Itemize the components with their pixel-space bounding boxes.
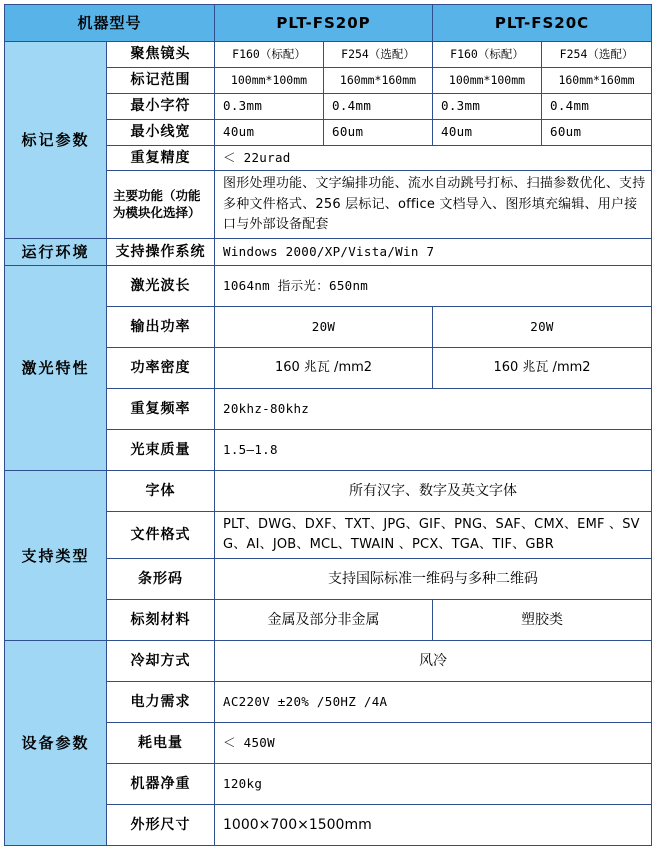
cell-main-functions: 图形处理功能、文字编排功能、流水自动跳号打标、扫描参数优化、支持多种文件格式、256 层标记、office 文档导入、图形填充编辑、用户接口与外部设备配套 — [215, 171, 652, 238]
row-label-consumption: 耗电量 — [107, 723, 215, 764]
group-label-supported-types: 支持类型 — [5, 471, 107, 641]
row-label-min-character: 最小字符 — [107, 93, 215, 119]
group-label-operating-environment: 运行环境 — [5, 238, 107, 265]
cell-barcode: 支持国际标准一维码与多种二维码 — [215, 559, 652, 600]
cell-power-density-c: 160 兆瓦 /mm2 — [433, 348, 652, 389]
header-model-plt-fs20c: PLT-FS20C — [433, 5, 652, 42]
group-label-device-parameters: 设备参数 — [5, 641, 107, 846]
cell-beam-quality: 1.5—1.8 — [215, 430, 652, 471]
row-label-net-weight: 机器净重 — [107, 764, 215, 805]
specification-table — [4, 4, 652, 846]
cell-font: 所有汉字、数字及英文字体 — [215, 471, 652, 512]
row-label-beam-quality: 光束质量 — [107, 430, 215, 471]
table-row — [5, 42, 652, 68]
cell-consumption: ＜ 450W — [215, 723, 652, 764]
row-label-repetition-frequency: 重复频率 — [107, 389, 215, 430]
group-label-laser-characteristics: 激光特性 — [5, 266, 107, 471]
cell-range-c-1: 100mm*100mm — [433, 67, 542, 93]
cell-range-p-1: 100mm*100mm — [215, 67, 324, 93]
cell-minchar-c-1: 0.3mm — [433, 93, 542, 119]
cell-material-p: 金属及部分非金属 — [215, 600, 433, 641]
cell-repetition-frequency: 20khz-80khz — [215, 389, 652, 430]
cell-output-power-p: 20W — [215, 307, 433, 348]
row-label-wavelength: 激光波长 — [107, 266, 215, 307]
cell-lens-c-f160: F160（标配） — [433, 42, 542, 68]
cell-output-power-c: 20W — [433, 307, 652, 348]
table-row — [5, 471, 652, 512]
row-label-power-density: 功率密度 — [107, 348, 215, 389]
cell-repeat-accuracy: ＜ 22urad — [215, 145, 652, 171]
cell-minline-c-2: 60um — [542, 119, 652, 145]
cell-power-density-p: 160 兆瓦 /mm2 — [215, 348, 433, 389]
table-row — [5, 238, 652, 265]
row-label-os-support: 支持操作系统 — [107, 238, 215, 265]
cell-material-c: 塑胶类 — [433, 600, 652, 641]
header-model-plt-fs20p: PLT-FS20P — [215, 5, 433, 42]
cell-lens-p-f254: F254（选配） — [324, 42, 433, 68]
row-label-output-power: 输出功率 — [107, 307, 215, 348]
table-header-row — [5, 5, 652, 42]
row-label-cooling: 冷却方式 — [107, 641, 215, 682]
table-row — [5, 641, 652, 682]
row-label-barcode: 条形码 — [107, 559, 215, 600]
row-label-main-functions: 主要功能（功能为模块化选择） — [107, 171, 215, 238]
cell-minline-p-2: 60um — [324, 119, 433, 145]
cell-minline-p-1: 40um — [215, 119, 324, 145]
row-label-min-linewidth: 最小线宽 — [107, 119, 215, 145]
group-label-marking-parameters: 标记参数 — [5, 42, 107, 239]
cell-minchar-c-2: 0.4mm — [542, 93, 652, 119]
cell-minchar-p-2: 0.4mm — [324, 93, 433, 119]
cell-wavelength: 1064nm 指示光：650nm — [215, 266, 652, 307]
row-label-marking-range: 标记范围 — [107, 67, 215, 93]
row-label-marking-material: 标刻材料 — [107, 600, 215, 641]
table-row — [5, 266, 652, 307]
row-label-dimensions: 外形尺寸 — [107, 805, 215, 846]
cell-range-c-2: 160mm*160mm — [542, 67, 652, 93]
cell-lens-p-f160: F160（标配） — [215, 42, 324, 68]
cell-cooling: 风冷 — [215, 641, 652, 682]
cell-minchar-p-1: 0.3mm — [215, 93, 324, 119]
cell-net-weight: 120kg — [215, 764, 652, 805]
cell-file-formats: PLT、DWG、DXF、TXT、JPG、GIF、PNG、SAF、CMX、EMF 、SVG、AI、JOB、MCL、TWAIN 、PCX、TGA、TIF、GBR — [215, 512, 652, 559]
cell-range-p-2: 160mm*160mm — [324, 67, 433, 93]
row-label-font: 字体 — [107, 471, 215, 512]
row-label-file-formats: 文件格式 — [107, 512, 215, 559]
header-model: 机器型号 — [5, 5, 215, 42]
row-label-focus-lens: 聚焦镜头 — [107, 42, 215, 68]
row-label-power-requirement: 电力需求 — [107, 682, 215, 723]
cell-dimensions: 1000×700×1500mm — [215, 805, 652, 846]
row-label-repeat-accuracy: 重复精度 — [107, 145, 215, 171]
cell-power-requirement: AC220V ±20% /50HZ /4A — [215, 682, 652, 723]
cell-minline-c-1: 40um — [433, 119, 542, 145]
cell-os-support: Windows 2000/XP/Vista/Win 7 — [215, 238, 652, 265]
cell-lens-c-f254: F254（选配） — [542, 42, 652, 68]
